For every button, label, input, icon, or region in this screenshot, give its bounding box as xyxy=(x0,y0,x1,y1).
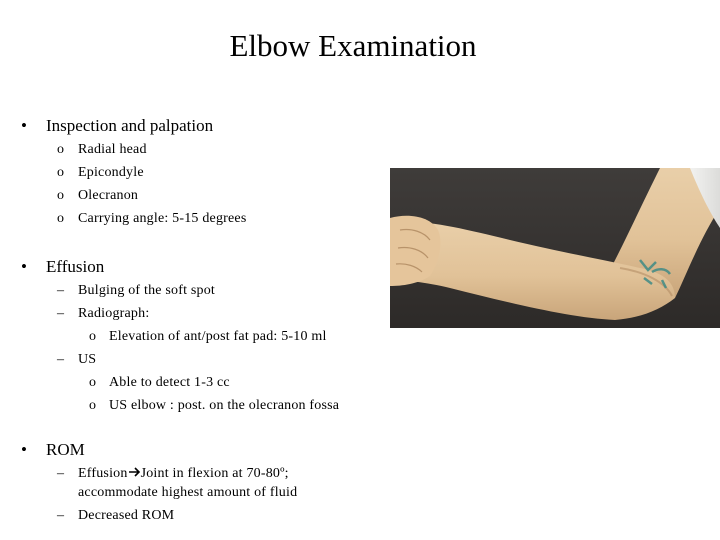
list-item-radiograph: Radiograph: xyxy=(78,306,150,321)
dash-marker: – xyxy=(57,466,65,481)
list-item-fat-pad: Elevation of ant/post fat pad: 5-10 ml xyxy=(109,329,327,344)
list-item-carrying-angle: Carrying angle: 5-15 degrees xyxy=(78,211,247,226)
circle-marker: o xyxy=(89,375,97,390)
circle-marker: o xyxy=(57,211,65,226)
flexion-text: Joint in flexion at 70-80º; xyxy=(140,466,289,481)
dash-marker: – xyxy=(57,283,65,298)
circle-marker: o xyxy=(89,398,97,413)
circle-marker: o xyxy=(57,142,65,157)
list-item-decreased-rom: Decreased ROM xyxy=(78,508,175,523)
right-arrow-icon xyxy=(129,467,141,477)
bullet-marker: • xyxy=(21,257,27,276)
effusion-label: Effusion xyxy=(78,466,128,481)
list-item-bulging: Bulging of the soft spot xyxy=(78,283,216,298)
list-item-us-elbow: US elbow : post. on the olecranon fossa xyxy=(109,398,340,413)
slide-title: Elbow Examination xyxy=(229,28,477,63)
circle-marker: o xyxy=(89,329,97,344)
dash-marker: – xyxy=(57,352,65,367)
section-heading-inspection: Inspection and palpation xyxy=(46,116,214,135)
list-item-effusion-flexion xyxy=(78,465,289,483)
dash-marker: – xyxy=(57,508,65,523)
bullet-marker: • xyxy=(21,116,27,135)
dash-marker: – xyxy=(57,306,65,321)
bullet-marker: • xyxy=(21,440,27,459)
list-item-radial-head: Radial head xyxy=(78,142,147,157)
list-item-accommodate: accommodate highest amount of fluid xyxy=(78,485,298,500)
list-item-epicondyle: Epicondyle xyxy=(78,165,144,180)
section-heading-effusion: Effusion xyxy=(46,257,105,276)
section-heading-rom: ROM xyxy=(46,440,85,459)
circle-marker: o xyxy=(57,188,65,203)
list-item-detect: Able to detect 1-3 cc xyxy=(109,375,230,390)
elbow-photo xyxy=(390,168,720,328)
list-item-us: US xyxy=(78,352,97,367)
circle-marker: o xyxy=(57,165,65,180)
list-item-olecranon: Olecranon xyxy=(78,188,139,203)
